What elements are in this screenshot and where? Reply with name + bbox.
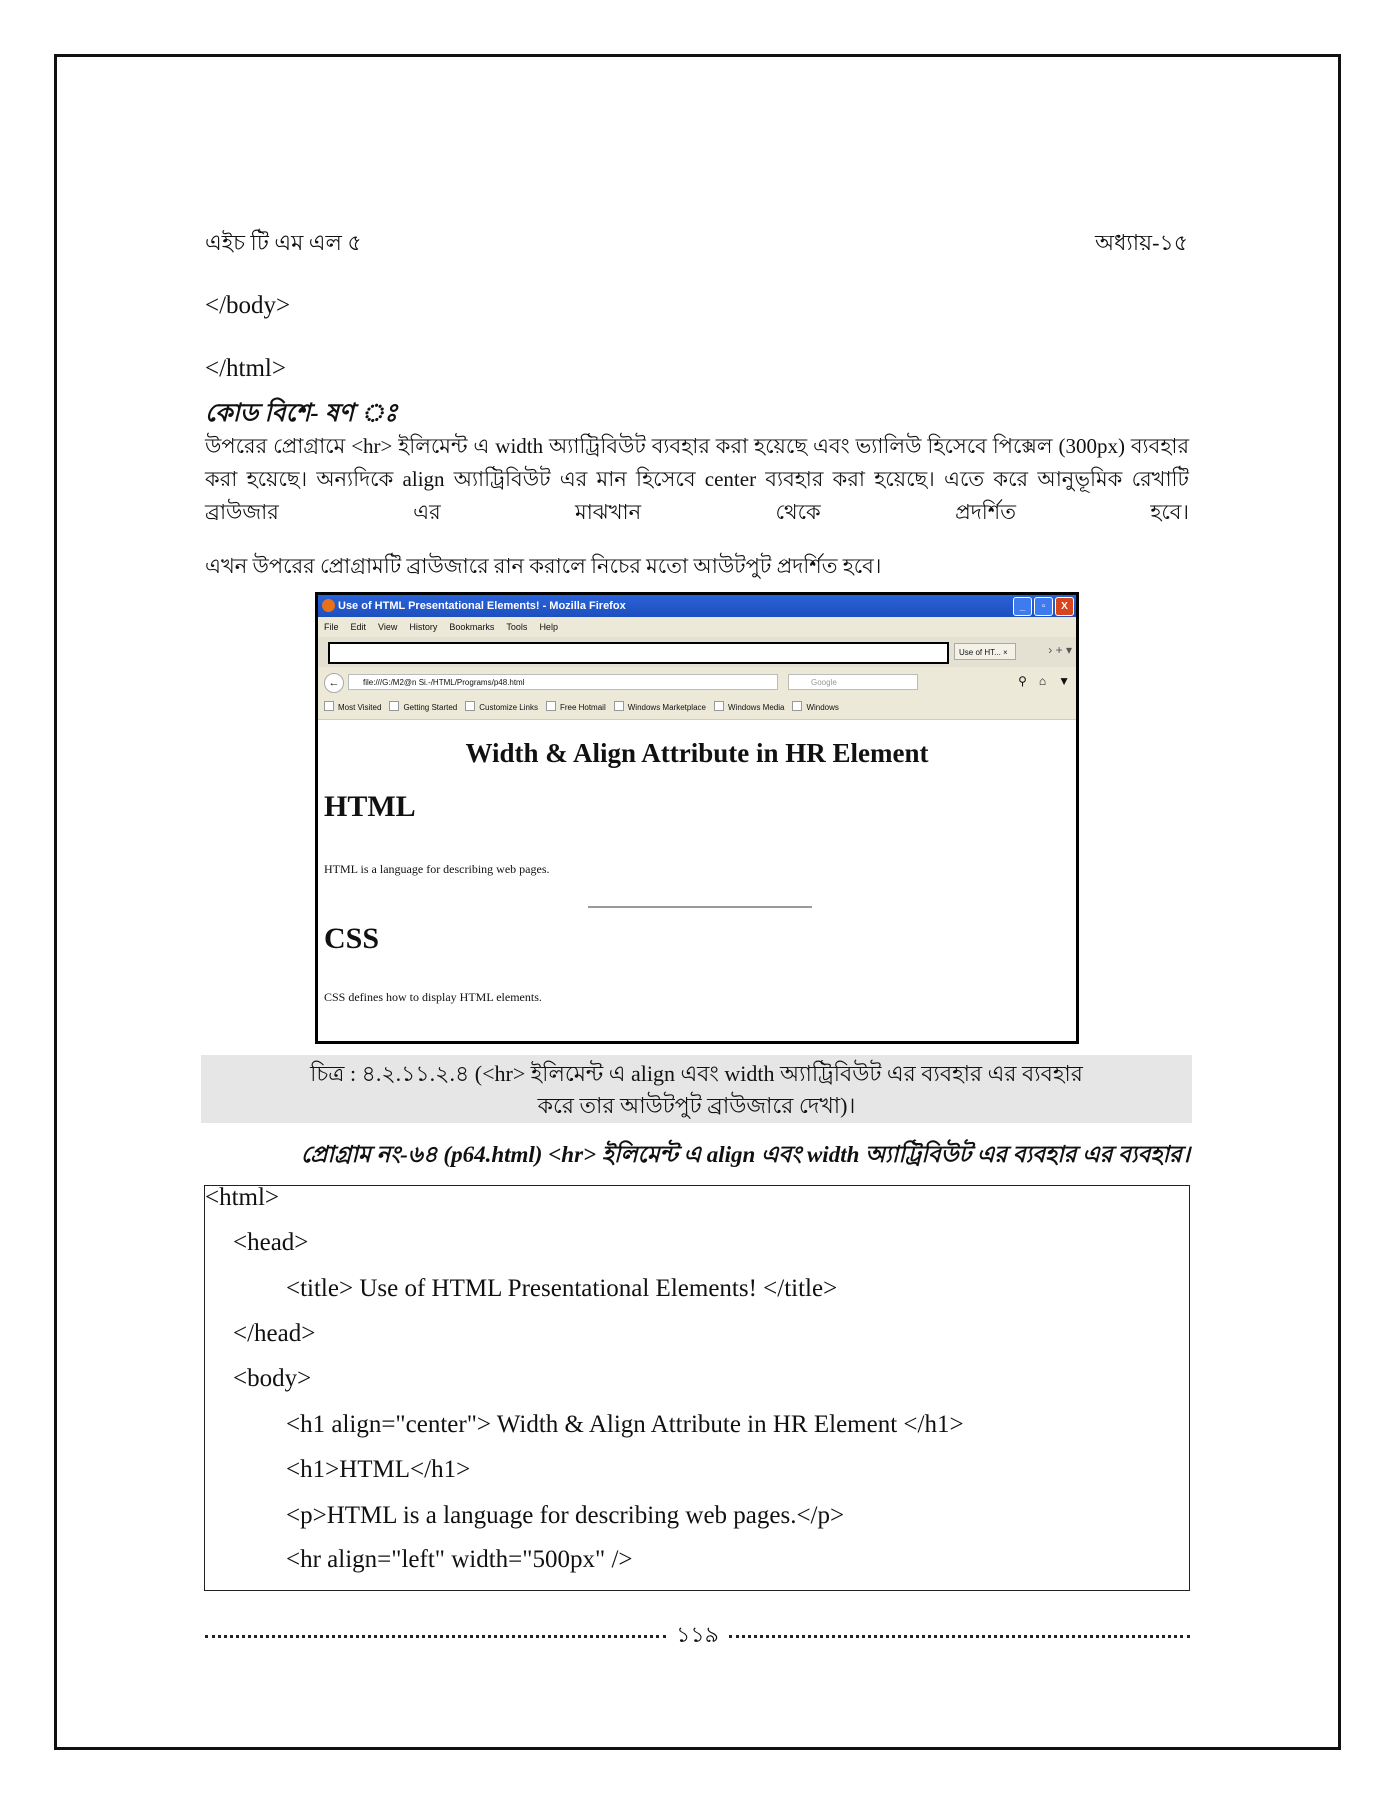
code-line: <h1 align="center"> Width & Align Attribute in HR Element </h1> [286,1411,964,1438]
close-button[interactable]: X [1055,597,1074,616]
menu-file[interactable]: File [324,622,339,632]
horizontal-rule [588,906,812,908]
menu-bookmarks[interactable]: Bookmarks [449,622,495,632]
menu-history[interactable]: History [409,622,438,632]
figure-caption [201,1055,1192,1123]
running-header-right: অধ্যায়-১৫ [1095,230,1188,255]
bookmark-getting-started[interactable]: Getting Started [389,697,457,719]
code-close-html: </html> [205,355,286,382]
tab-controls[interactable]: › + ▾ [1048,643,1072,657]
running-header-left: এইচ টি এম এল ৫ [205,230,362,255]
bookmark-windows-marketplace[interactable]: Windows Marketplace [614,697,706,719]
caption-line-2: করে তার আউটপুট ব্রাউজারে দেখা)। [537,1093,856,1118]
browser-screenshot [315,592,1079,1044]
code-line: <h1>HTML</h1> [286,1456,471,1483]
footer-dots-left [205,1635,666,1638]
code-close-body: </body> [205,292,291,319]
code-line: <title> Use of HTML Presentational Elements! </title> [286,1275,838,1302]
explanation-paragraph: উপরের প্রোগ্রামে <hr> ইলিমেন্ট এ width অ্যাট্রিবিউট ব্যবহার করা হয়েছে এবং ভ্যালিউ হিসেবে পিক্সেল (300px) ব্যবহার করা হয়েছে। অন্যদিকে align অ্যাট্রিবিউট এর মান হিসেবে center ব্যবহার করা হয়েছে। এতে করে আনুভূমিক রেখাটি ব্রাউজার এর মাঝখান থেকে প্রদর্শিত হবে। [205,434,1189,524]
program-title: প্রোগ্রাম নং-৬৪ (p64.html) <hr> ইলিমেন্ট এ align এবং width অ্যাট্রিবিউট এর ব্যবহার এর ব্যবহার। [300,1142,1190,1167]
paragraph-html: HTML is a language for describing web pages. [324,862,550,876]
code-listing [204,1185,1190,1591]
maximize-button[interactable]: ▫ [1034,597,1053,616]
bookmark-customize-links[interactable]: Customize Links [465,697,538,719]
browser-content [318,720,1076,1040]
caption-line-1: চিত্র : ৪.২.১১.২.৪ (<hr> ইলিমেন্ট এ align এবং width অ্যাট্রিবিউট এর ব্যবহার এর ব্যবহার [310,1061,1083,1086]
paragraph-css: CSS defines how to display HTML elements. [324,990,542,1004]
page-footer [205,1618,1190,1655]
intro-line: এখন উপরের প্রোগ্রামটি ব্রাউজারে রান করালে নিচের মতো আউটপুট প্রদর্শিত হবে। [205,554,882,578]
menu-tools[interactable]: Tools [506,622,528,632]
code-line: <body> [233,1365,312,1392]
menu-view[interactable]: View [378,622,398,632]
code-line: <html> [205,1184,280,1211]
bookmarks-bar [318,697,1076,720]
code-line: <hr align="left" width="500px" /> [286,1546,633,1573]
footer-dots-right [729,1635,1190,1638]
code-line: <head> [233,1229,309,1256]
window-title: Use of HTML Presentational Elements! - Mozilla Firefox [338,600,626,612]
heading-html: HTML [324,790,416,823]
redaction-box [328,642,949,664]
home-icon[interactable]: ⌂ [1038,674,1047,688]
bookmark-most-visited[interactable]: Most Visited [324,697,381,719]
navigation-bar [318,667,1076,697]
code-line: </head> [233,1320,316,1347]
bookmark-windows[interactable]: Windows [792,697,838,719]
minimize-button[interactable]: _ [1013,597,1032,616]
firefox-logo-icon [322,599,335,612]
back-arrow-icon[interactable]: ← [324,673,344,693]
search-box[interactable]: Google [788,674,918,690]
menu-help[interactable]: Help [539,622,558,632]
menu-edit[interactable]: Edit [350,622,367,632]
url-bar[interactable]: file:///G:/M2@n Si.-/HTML/Programs/p48.html [348,674,778,690]
section-heading: কোড বিশে- ষণ ঃ [205,400,398,427]
menu-bar [318,617,1076,637]
search-icon[interactable]: ⚲ [1018,674,1027,688]
heading-css: CSS [324,922,380,955]
heading-centered: Width & Align Attribute in HR Element [465,738,929,768]
tab-bar [318,637,1076,667]
browser-titlebar [318,595,1076,617]
page-number: ১১৯ [676,1622,719,1647]
bookmark-free-hotmail[interactable]: Free Hotmail [546,697,606,719]
code-line: <p>HTML is a language for describing web pages.</p> [286,1502,845,1529]
pocket-icon[interactable]: ▼ [1058,674,1070,688]
tab-current[interactable]: Use of HT... × [954,643,1016,660]
bookmark-windows-media[interactable]: Windows Media [714,697,784,719]
